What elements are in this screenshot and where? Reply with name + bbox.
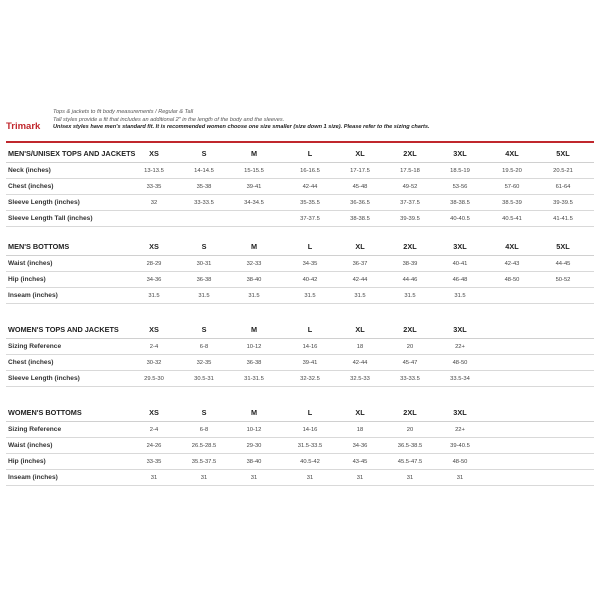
- table-cell: 6-8: [199, 343, 209, 350]
- table-cell: 32: [150, 199, 158, 206]
- size-header-m: M: [250, 408, 258, 417]
- table-cell: 48-50: [504, 276, 520, 283]
- table-cell: 40.5-41: [502, 215, 522, 222]
- table-cell: 34-34.5: [244, 199, 264, 206]
- table-cell: 26.5-28.5: [191, 442, 217, 449]
- size-header-5xl: 5XL: [556, 149, 570, 158]
- size-header-m: M: [250, 242, 258, 251]
- size-header-3xl: 3XL: [453, 242, 467, 251]
- table-cell: 22+: [455, 343, 465, 350]
- table-cell: 17-17.5: [350, 167, 370, 174]
- table-cell: 39-39.5: [553, 199, 573, 206]
- table-row: [6, 371, 594, 387]
- table-cell: 31.5-33.5: [297, 442, 323, 449]
- size-table-2: [6, 238, 594, 304]
- table-cell: 18: [356, 426, 364, 433]
- table-cell: 35.5-37.5: [191, 458, 217, 465]
- table-cell: 33-33.5: [400, 375, 420, 382]
- table-cell: 33-33.5: [194, 199, 214, 206]
- size-header-s: S: [201, 242, 207, 251]
- table-cell: 29.5-30: [144, 375, 164, 382]
- row-label: Hip (inches): [8, 458, 46, 465]
- row-label: Sizing Reference: [8, 343, 62, 350]
- table-cell: 42-44: [352, 276, 368, 283]
- table-cell: 20.5-21: [553, 167, 573, 174]
- table-row: [6, 438, 594, 454]
- table-cell: 31.5: [454, 292, 466, 299]
- table-row: [6, 272, 594, 288]
- note-line-3: Unisex styles have men's standard fit. It is recommended women choose one size smaller (size down 1 size). Please refer to the sizing charts.: [53, 124, 430, 130]
- table-cell: 30-31: [196, 260, 212, 267]
- table-cell: [487, 288, 537, 303]
- size-table-3: [6, 321, 594, 387]
- table-cell: 10-12: [246, 343, 262, 350]
- size-header-3xl: 3XL: [453, 149, 467, 158]
- table-cell: 37-37.5: [400, 199, 420, 206]
- table-cell: 38-40: [246, 458, 262, 465]
- row-label: Waist (inches): [8, 442, 53, 449]
- table-title: WOMEN'S TOPS AND JACKETS: [8, 325, 119, 334]
- table-cell: 42-44: [302, 183, 318, 190]
- table-cell: 31: [456, 474, 464, 481]
- table-cell: 35-35.5: [300, 199, 320, 206]
- table-cell: [229, 211, 279, 226]
- size-header-3xl: 3XL: [453, 408, 467, 417]
- note-line-2: Tall styles provide a fit that includes an additional 2" in the length of the body and the sleeves.: [53, 116, 285, 123]
- row-label: Chest (inches): [8, 183, 54, 190]
- table-cell: 31-31.5: [244, 375, 264, 382]
- table-cell: 19.5-20: [502, 167, 522, 174]
- table-cell: 61-64: [555, 183, 571, 190]
- size-header-xs: XS: [149, 408, 159, 417]
- table-cell: 22+: [455, 426, 465, 433]
- table-cell: 32-35: [196, 359, 212, 366]
- table-cell: 29-30: [246, 442, 262, 449]
- table-cell: 39-40.5: [450, 442, 470, 449]
- table-cell: 30.5-31: [194, 375, 214, 382]
- table-cell: 36-37: [352, 260, 368, 267]
- table-cell: 32-32.5: [300, 375, 320, 382]
- table-cell: 31.5: [304, 292, 316, 299]
- table-cell: 46-48: [452, 276, 468, 283]
- table-cell: 20: [406, 426, 414, 433]
- table-cell: 34-35: [302, 260, 318, 267]
- size-header-xs: XS: [149, 242, 159, 251]
- table-cell: 31: [150, 474, 158, 481]
- table-cell: 31.5: [354, 292, 366, 299]
- table-cell: 38-40: [246, 276, 262, 283]
- row-label: Sizing Reference: [8, 426, 62, 433]
- size-header-m: M: [250, 325, 258, 334]
- table-cell: 2-4: [149, 426, 159, 433]
- table-title: MEN'S BOTTOMS: [8, 242, 70, 251]
- table-cell: 31: [306, 474, 314, 481]
- table-cell: 31: [406, 474, 414, 481]
- size-table-4: [6, 404, 594, 486]
- table-cell: 44-46: [402, 276, 418, 283]
- size-header-s: S: [201, 325, 207, 334]
- table-cell: 30-32: [146, 359, 162, 366]
- row-label: Inseam (inches): [8, 292, 58, 299]
- note-line-1: Tops & jackets to fit body measurements / Regular & Tall: [53, 109, 194, 115]
- table-cell: 31.5: [404, 292, 416, 299]
- table-cell: 36.5-38.5: [397, 442, 423, 449]
- size-header-xl: XL: [355, 408, 365, 417]
- table-cell: 43-45: [352, 458, 368, 465]
- table-cell: 14-16: [302, 426, 318, 433]
- size-header-2xl: 2XL: [403, 325, 417, 334]
- size-header-2xl: 2XL: [403, 408, 417, 417]
- table-cell: 6-8: [199, 426, 209, 433]
- size-header-m: M: [250, 149, 258, 158]
- table-cell: [179, 211, 229, 226]
- table-row: [6, 211, 594, 227]
- size-header-5xl: 5XL: [556, 242, 570, 251]
- table-cell: 28-29: [146, 260, 162, 267]
- table-cell: 53-56: [452, 183, 468, 190]
- size-table-1: [6, 145, 594, 227]
- table-cell: 40.5-42: [300, 458, 320, 465]
- row-label: Sleeve Length (inches): [8, 199, 80, 206]
- table-row: [6, 288, 594, 304]
- table-cell: 42-43: [504, 260, 520, 267]
- table-cell: 31.5: [248, 292, 260, 299]
- table-cell: 35-38: [196, 183, 212, 190]
- table-cell: 14-16: [302, 343, 318, 350]
- table-cell: 44-45: [555, 260, 571, 267]
- table-header-row: [6, 238, 594, 256]
- table-cell: 18: [356, 343, 364, 350]
- table-cell: 31: [200, 474, 208, 481]
- table-row: [6, 195, 594, 211]
- table-cell: 42-44: [352, 359, 368, 366]
- table-cell: 38-38.5: [450, 199, 470, 206]
- table-cell: 40-42: [302, 276, 318, 283]
- table-cell: [538, 288, 588, 303]
- table-cell: 38.5-39: [502, 199, 522, 206]
- size-header-l: L: [307, 325, 313, 334]
- size-header-2xl: 2XL: [403, 242, 417, 251]
- table-cell: 36-38: [246, 359, 262, 366]
- table-cell: 48-50: [452, 359, 468, 366]
- table-cell: 31: [250, 474, 258, 481]
- table-header-row: [6, 321, 594, 339]
- size-header-4xl: 4XL: [505, 242, 519, 251]
- table-cell: 45.5-47.5: [397, 458, 423, 465]
- size-header-s: S: [201, 408, 207, 417]
- table-cell: 33.5-34: [450, 375, 470, 382]
- table-cell: 33-35: [146, 183, 162, 190]
- table-cell: 31: [356, 474, 364, 481]
- size-header-xl: XL: [355, 149, 365, 158]
- table-cell: 18.5-19: [450, 167, 470, 174]
- table-cell: 39-41: [246, 183, 262, 190]
- table-cell: 39-39.5: [400, 215, 420, 222]
- brand-logo-text: Trimark: [6, 121, 41, 132]
- row-label: Sleeve Length (inches): [8, 375, 80, 382]
- size-header-l: L: [307, 242, 313, 251]
- table-cell: 31.5: [198, 292, 210, 299]
- table-cell: 57-60: [504, 183, 520, 190]
- table-cell: 2-4: [149, 343, 159, 350]
- table-row: [6, 339, 594, 355]
- table-cell: 50-52: [555, 276, 571, 283]
- table-title: MEN'S/UNISEX TOPS AND JACKETS: [8, 149, 136, 158]
- size-header-xl: XL: [355, 325, 365, 334]
- size-header-3xl: 3XL: [453, 325, 467, 334]
- table-cell: 16-16.5: [300, 167, 320, 174]
- brand-divider: [6, 141, 594, 143]
- table-row: [6, 422, 594, 438]
- row-label: Chest (inches): [8, 359, 54, 366]
- table-cell: 48-50: [452, 458, 468, 465]
- row-label: Sleeve Length Tall (inches): [8, 215, 93, 222]
- table-cell: 39-41: [302, 359, 318, 366]
- table-cell: 34-36: [146, 276, 162, 283]
- size-header-l: L: [307, 408, 313, 417]
- table-row: [6, 163, 594, 179]
- table-cell: 31.5: [148, 292, 160, 299]
- table-cell: 32-33: [246, 260, 262, 267]
- table-row: [6, 470, 594, 486]
- size-header-4xl: 4XL: [505, 149, 519, 158]
- table-header-row: [6, 404, 594, 422]
- table-cell: 13-13.5: [144, 167, 164, 174]
- table-cell: 24-26: [146, 442, 162, 449]
- table-cell: 36-36.5: [350, 199, 370, 206]
- table-cell: 34-36: [352, 442, 368, 449]
- size-header-xs: XS: [149, 149, 159, 158]
- row-label: Neck (inches): [8, 167, 51, 174]
- table-row: [6, 454, 594, 470]
- size-header-xl: XL: [355, 242, 365, 251]
- table-row: [6, 355, 594, 371]
- table-cell: 10-12: [246, 426, 262, 433]
- size-header-xs: XS: [149, 325, 159, 334]
- table-cell: 38-38.5: [350, 215, 370, 222]
- table-cell: 45-48: [352, 183, 368, 190]
- table-cell: 40-40.5: [450, 215, 470, 222]
- table-cell: 14-14.5: [194, 167, 214, 174]
- size-header-s: S: [201, 149, 207, 158]
- table-cell: 37-37.5: [300, 215, 320, 222]
- table-header-row: [6, 145, 594, 163]
- table-cell: 32.5-33: [350, 375, 370, 382]
- table-cell: 45-47: [402, 359, 418, 366]
- table-cell: 40-41: [452, 260, 468, 267]
- table-cell: 17.5-18: [400, 167, 420, 174]
- table-cell: 36-38: [196, 276, 212, 283]
- table-cell: 15-15.5: [244, 167, 264, 174]
- sizing-notes: [53, 109, 430, 132]
- table-cell: 41-41.5: [553, 215, 573, 222]
- table-cell: 49-52: [402, 183, 418, 190]
- table-cell: [129, 211, 179, 226]
- table-cell: 38-39: [402, 260, 418, 267]
- row-label: Inseam (inches): [8, 474, 58, 481]
- table-row: [6, 179, 594, 195]
- row-label: Hip (inches): [8, 276, 46, 283]
- table-cell: 20: [406, 343, 414, 350]
- table-cell: 33-35: [146, 458, 162, 465]
- size-header-l: L: [307, 149, 313, 158]
- size-header-2xl: 2XL: [403, 149, 417, 158]
- table-title: WOMEN'S BOTTOMS: [8, 408, 82, 417]
- row-label: Waist (inches): [8, 260, 53, 267]
- table-row: [6, 256, 594, 272]
